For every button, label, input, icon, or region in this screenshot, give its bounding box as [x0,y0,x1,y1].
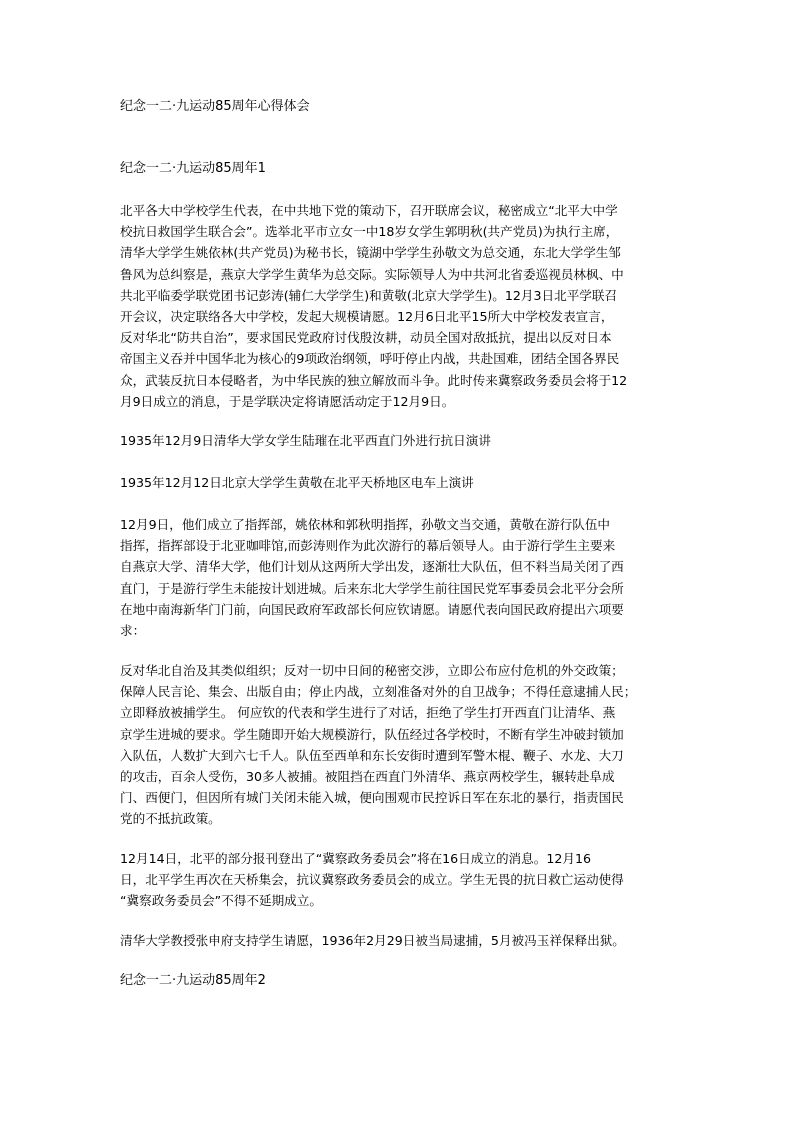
paragraph-dec14 [120,848,680,912]
text-line: 清华大学学生姚依林(共产党员)为秘书长，镜湖中学学生孙敬文为总交通，东北大学学生邹 [120,245,621,261]
text-line: 直门，于是游行学生未能按计划进城。后来东北大学学生前往国民党军事委员会北平分会所 [120,580,624,596]
text-line: 指挥，指挥部设于北亚咖啡馆,而彭涛则作为此次游行的幕后领导人。由于游行学生主要来 [120,538,616,554]
document-title: 纪念一二·九运动85周年心得体会 [120,99,310,114]
text-line: 鲁风为总纠察是，燕京大学学生黄华为总交际。实际领导人为中共河北省委巡视员林枫、中 [120,266,624,282]
text-line: 京学生进城的要求。学生随即开始大规模游行，队伍经过各学校时，不断有学生冲破封锁加 [120,726,624,742]
section-heading-2: 纪念一二·九运动85周年2 [120,973,266,988]
text-line: 日，北平学生再次在天桥集会，抗议冀察政务委员会的成立。学生无畏的抗日救亡运动使得 [120,872,624,888]
text-line: 保障人民言论、集会、出版自由；停止内战，立刻准备对外的自卫战争；不得任意逮捕人民； [120,684,637,700]
text-line: 12月14日，北平的部分报刊登出了“冀察政务委员会”将在16日成立的消息。12月16 [120,851,591,866]
caption-1935-12-9 [120,430,680,451]
text-line: 求： [120,623,146,639]
text-line: 帝国主义吞并中国华北为核心的9项政治纲领，呼吁停止内战，共赴国难，团结全国各界民 [120,351,620,367]
text-line: 立即释放被捕学生。 何应钦的代表和学生进行了对话，拒绝了学生打开西直门让清华、燕 [120,705,616,721]
text-line: 12月9日，他们成立了指挥部，姚依林和郭秋明指挥，孙敬文当交通，黄敬在游行队伍中 [120,517,611,532]
text-line: 众，武装反抗日本侵略者，为中华民族的独立解放而斗争。此时传来冀察政务委员会将于12 [120,372,628,388]
text-line: 门、西便门，但因所有城门关闭未能入城，便向围观市民控诉日军在东北的暴行，指责国民 [120,790,624,806]
section-heading-1: 纪念一二·九运动85周年1 [120,161,266,176]
text-line: 党的不抵抗政策。 [120,811,221,827]
paragraph-demands [120,660,680,830]
text-line: 反对华北“防共自治”，要求国民党政府讨伐殷汝耕，动员全国对敌抵抗，提出以反对日本 [120,330,612,346]
text-line: 校抗日救国学生联合会”。选举北平市立女一中18岁女学生郭明秋(共产党员)为执行主席， [120,224,619,240]
text-line: 共北平临委学联党团书记彭涛(辅仁大学学生)和黄敬(北京大学学生)。12月3日北平学联召 [120,287,618,303]
paragraph-dec9 [120,514,680,641]
text-line: 在地中南海新华门门前，向国民政府军政部长何应钦请愿。请愿代表向国民政府提出六项要 [120,601,624,617]
text-line: 反对华北自治及其类似组织；反对一切中日间的秘密交涉，立即公布应付危机的外交政策； [120,663,624,678]
text-line: 1935年12月12日北京大学学生黄敬在北平天桥地区电车上演讲 [120,475,474,490]
text-line: 的攻击，百余人受伤，30多人被捕。被阻挡在西直门外清华、燕京两校学生，辗转赴阜成 [120,769,615,785]
text-line: “冀察政务委员会”不得不延期成立。 [120,893,322,909]
text-line: 清华大学教授张申府支持学生请愿，1936年2月29日被当局逮捕，5月被冯玉祥保释出狱。 [120,933,625,948]
text-line: 开会议，决定联络各大中学校，发起大规模请愿。12月6日北平15所大中学校发表宣言， [120,309,614,325]
text-line: 北平各大中学校学生代表，在中共地下党的策动下，召开联席会议，秘密成立“北平大中学 [120,203,618,218]
text-line: 1935年12月9日清华大学女学生陆璀在北平西直门外进行抗日演讲 [120,433,491,448]
paragraph-intro [120,200,680,412]
text-line: 月9日成立的消息，于是学联决定将请愿活动定于12月9日。 [120,393,455,409]
text-line: 入队伍，人数扩大到六七千人。队伍至西单和东长安街时遭到军警木棍、鞭子、水龙、大刀 [120,747,624,763]
caption-1935-12-12 [120,472,680,493]
text-line: 自燕京大学、清华大学，他们计划从这两所大学出发，逐渐壮大队伍，但不料当局关闭了西 [120,559,624,575]
paragraph-zhang-shenfu [120,930,680,951]
